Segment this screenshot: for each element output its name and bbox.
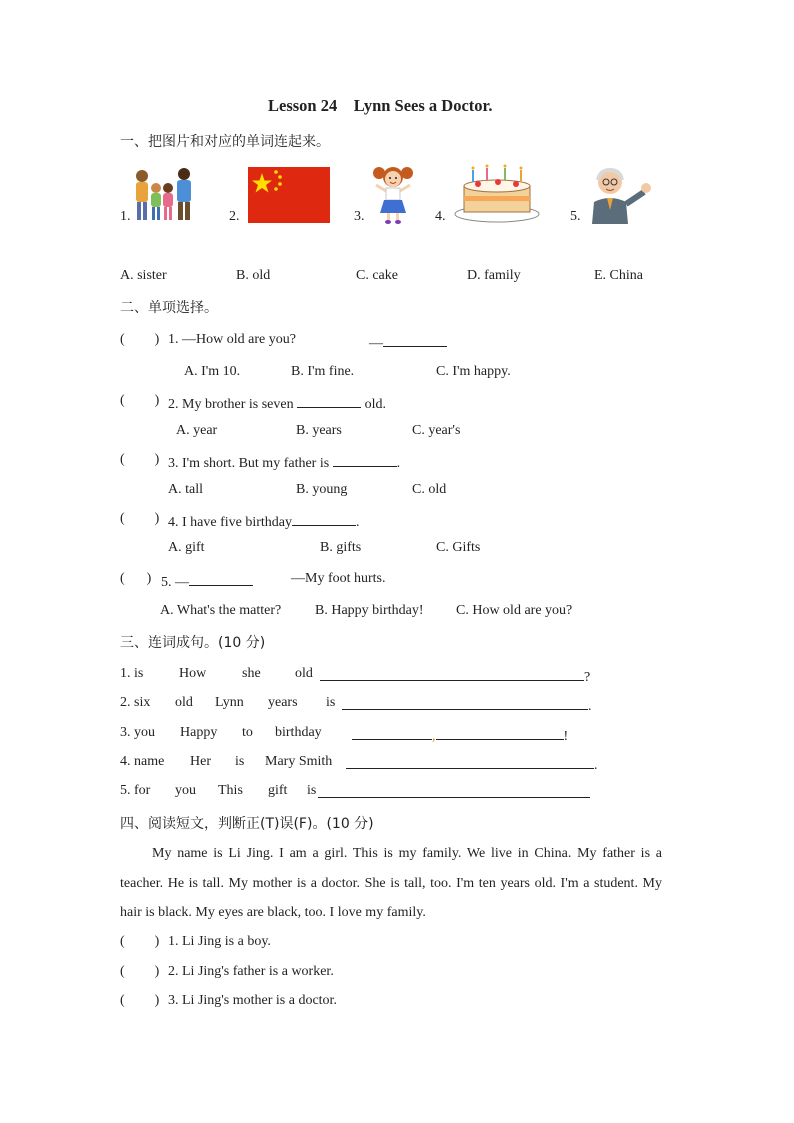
answer-blank[interactable] [292,511,356,526]
question-2: 2. My brother is seven old. [168,393,386,413]
q2-option-c: C. year's [412,423,461,438]
answer-paren[interactable]: ( ) [120,993,160,1008]
row-4-word: 4. name [120,754,165,769]
row-4-word: is [235,754,245,769]
question-4: 4. I have five birthday . [168,511,360,531]
question-1: 1. —How old are you? [168,332,296,347]
answer-line[interactable] [436,725,564,740]
row-5-word: gift [268,783,288,798]
q2-option-b: B. years [296,423,342,438]
answer-paren[interactable]: ( ) [120,571,152,586]
question-3: 3. I'm short. But my father is . [168,452,400,472]
statement-2: 2. Li Jing's father is a worker. [168,964,334,979]
answer-paren[interactable]: ( ) [120,964,160,979]
row-2-word: years [268,695,298,710]
q5-option-a: A. What's the matter? [160,603,282,618]
question-5-reply: —My foot hurts. [291,571,386,586]
china-flag-icon [248,167,330,223]
answer-paren[interactable]: ( ) [120,934,160,949]
row-5-word: you [175,783,196,798]
row-2-word: old [175,695,193,710]
row-2-word: 2. six [120,695,151,710]
q2-option-a: A. year [176,423,218,438]
row-3-word: birthday [275,725,322,740]
row-3-word: Happy [180,725,218,740]
family-icon [130,166,198,224]
section-2-heading: 二、单项选择。 [120,300,218,316]
row-4-word: Mary Smith [265,754,333,769]
question-1-reply: — [369,332,447,352]
row-5-word: This [218,783,243,798]
page-title: Lesson 24 Lynn Sees a Doctor. [268,96,493,115]
option-d: D. family [467,268,521,283]
row-1-word: old [295,666,313,681]
option-c: C. cake [356,268,398,283]
q3-option-b: B. young [296,482,348,497]
q1-option-b: B. I'm fine. [291,364,355,379]
row-4-word: Her [190,754,211,769]
birthday-cake-icon [454,164,540,224]
option-e: E. China [594,268,643,283]
statement-3: 3. Li Jing's mother is a doctor. [168,993,337,1008]
answer-line[interactable] [320,666,584,681]
option-b: B. old [236,268,271,283]
row-3-answer: , ! [352,725,568,745]
row-2-word: Lynn [215,695,244,710]
answer-blank[interactable] [189,571,253,586]
row-1-word: 1. is [120,666,144,681]
option-a: A. sister [120,268,167,283]
q4-option-a: A. gift [168,540,205,555]
row-2-word: is [326,695,336,710]
answer-blank[interactable] [297,393,361,408]
item-5-number: 5. [570,209,581,224]
q1-option-a: A. I'm 10. [184,364,241,379]
reading-passage: My name is Li Jing. I am a girl. This is my family. We live in China. My father is a teacher. He is tall. My mother is a doctor. She is tall, too. I'm ten years old. I'm a student. My hair is black. My eyes are black, too. I love my family. [120,846,662,920]
item-4-number: 4. [435,209,446,224]
item-3-number: 3. [354,209,365,224]
row-1-word: she [242,666,261,681]
item-1-number: 1. [120,209,131,224]
answer-blank[interactable] [333,452,397,467]
answer-paren[interactable]: ( ) [120,511,160,526]
row-5-word: is [307,783,317,798]
answer-blank[interactable] [383,332,447,347]
q1-option-c: C. I'm happy. [436,364,511,379]
section-4-heading: 四、阅读短文，判断正(T)误(F)。(10 分) [120,816,374,832]
section-3-heading: 三、连词成句。(10 分) [120,635,266,651]
row-4-answer: . [346,754,598,774]
answer-paren[interactable]: ( ) [120,393,160,408]
row-5-word: 5. for [120,783,151,798]
answer-line[interactable] [342,695,588,710]
q5-option-b: B. Happy birthday! [315,603,424,618]
section-1-heading: 一、把图片和对应的单词连起来。 [120,134,330,150]
answer-line[interactable] [318,783,590,798]
row-1-word: How [179,666,207,681]
q3-option-a: A. tall [168,482,203,497]
answer-line[interactable] [346,754,594,769]
q3-option-c: C. old [412,482,447,497]
answer-line[interactable] [352,725,432,740]
q4-option-b: B. gifts [320,540,362,555]
statement-1: 1. Li Jing is a boy. [168,934,271,949]
q5-option-c: C. How old are you? [456,603,573,618]
girl-icon [372,163,414,225]
row-1-answer: ? [320,666,590,686]
row-3-word: 3. you [120,725,155,740]
row-5-answer [318,783,590,803]
answer-paren[interactable]: ( ) [120,452,160,467]
answer-paren[interactable]: ( ) [120,332,160,347]
q4-option-c: C. Gifts [436,540,481,555]
old-man-icon [588,166,654,224]
row-3-word: to [242,725,253,740]
row-2-answer: . [342,695,592,715]
question-5: 5. — [161,571,253,591]
item-2-number: 2. [229,209,240,224]
